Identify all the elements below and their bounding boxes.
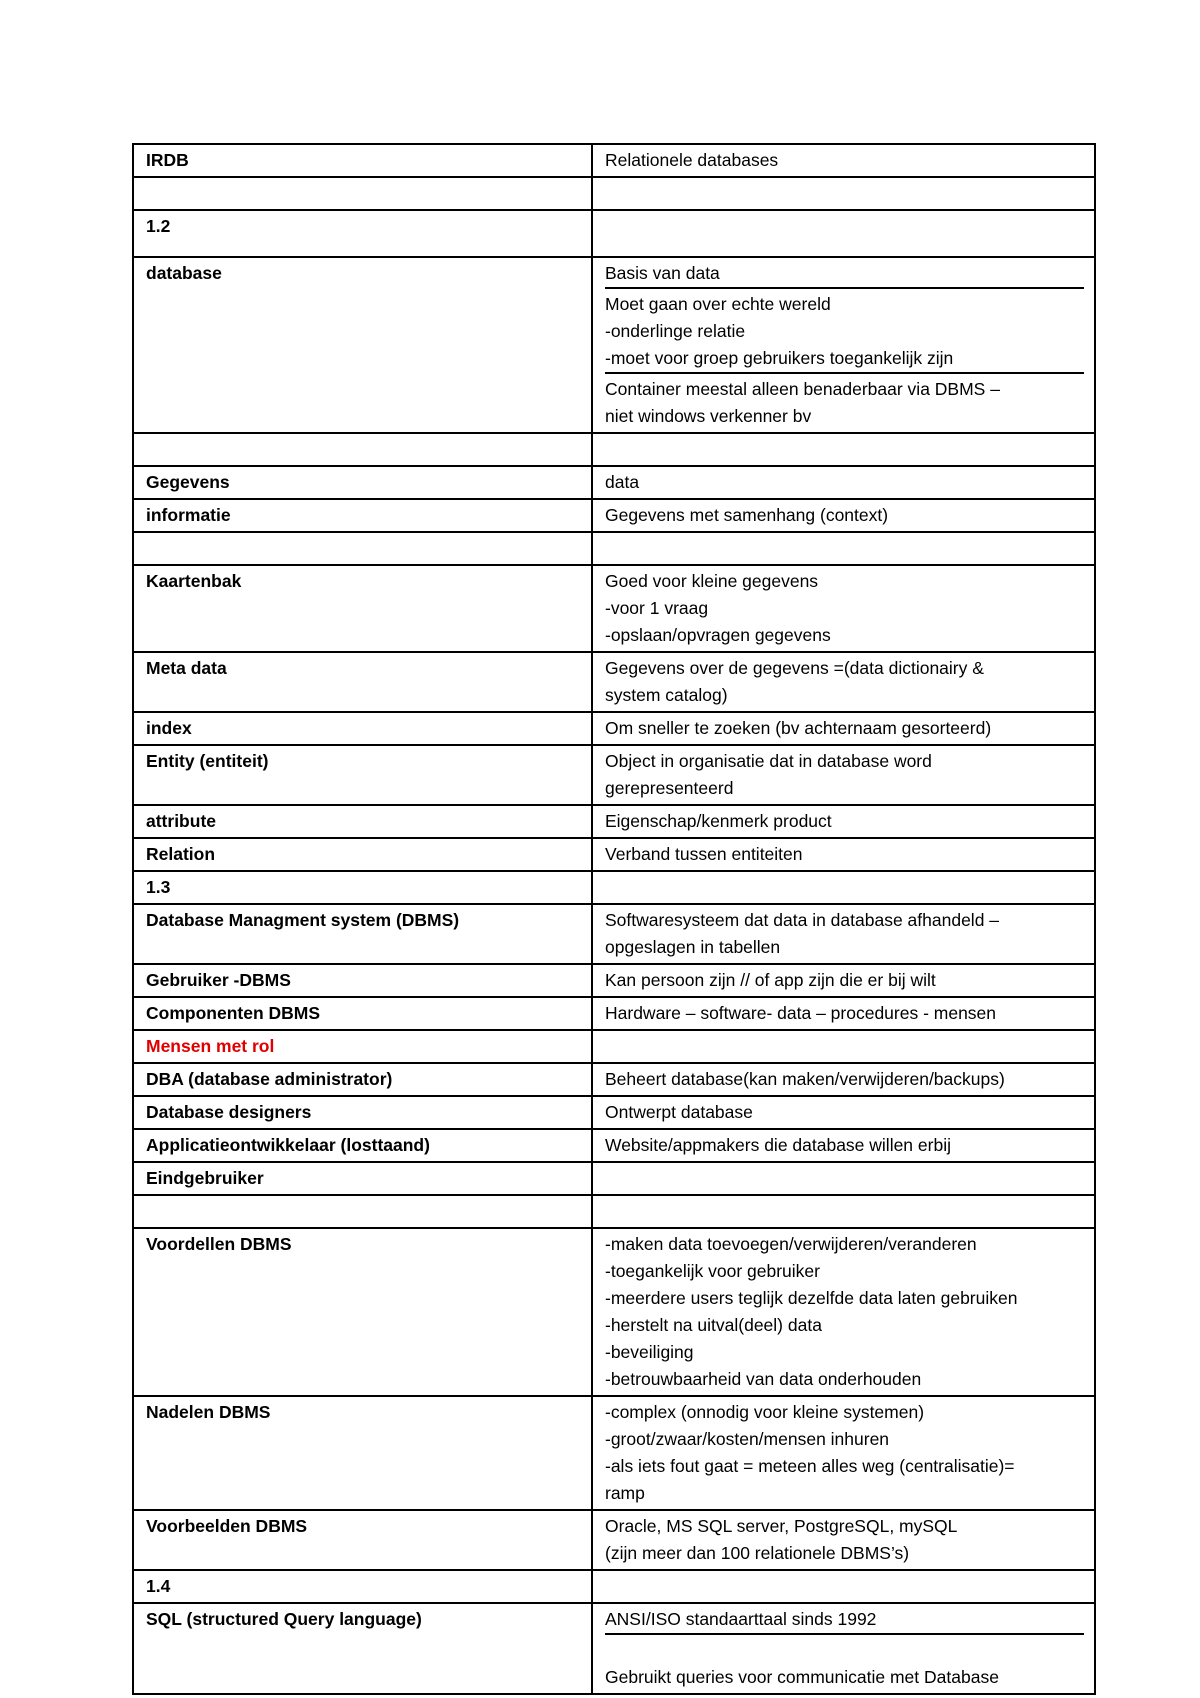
term-cell: Entity (entiteit)	[133, 745, 592, 805]
term-cell: DBA (database administrator)	[133, 1063, 592, 1096]
term-cell	[133, 1195, 592, 1228]
definition-line: -maken data toevoegen/verwijderen/veranderen	[605, 1234, 977, 1254]
definition-line: Container meestal alleen benaderbaar via DBMS –	[605, 379, 1000, 399]
definition-cell	[592, 805, 1095, 838]
term-cell: Mensen met rol	[133, 1030, 592, 1063]
definition-line: Gegevens over de gegevens =(data dictionairy &	[605, 658, 984, 678]
definition-line	[605, 436, 1084, 463]
term-cell: Applicatieontwikkelaar (losttaand)	[133, 1129, 592, 1162]
term-cell: 1.3	[133, 871, 592, 904]
term-cell	[133, 532, 592, 565]
definition-line: -moet voor groep gebruikers toegankelijk zijn	[605, 345, 1084, 374]
definition-line: -toegankelijk voor gebruiker	[605, 1261, 820, 1281]
term-cell: SQL (structured Query language)	[133, 1603, 592, 1694]
table-row	[133, 997, 1095, 1030]
table-row	[133, 1228, 1095, 1396]
table-row	[133, 499, 1095, 532]
definition-line: -voor 1 vraag	[605, 598, 709, 618]
definition-cell	[592, 652, 1095, 712]
notes-table-body	[133, 144, 1095, 1694]
definition-line: Website/appmakers die database willen erbij	[605, 1135, 951, 1155]
definition-line: ANSI/ISO standaarttaal sinds 1992	[605, 1606, 1084, 1635]
table-row	[133, 838, 1095, 871]
definition-line: -onderlinge relatie	[605, 321, 746, 341]
definition-cell	[592, 177, 1095, 210]
definition-cell	[592, 712, 1095, 745]
definition-line: niet windows verkenner bv	[605, 406, 812, 426]
table-row	[133, 652, 1095, 712]
definition-cell	[592, 1195, 1095, 1228]
definition-line: Ontwerpt database	[605, 1102, 753, 1122]
definition-line: Gebruikt queries voor communicatie met Database	[605, 1667, 999, 1687]
definition-line	[605, 1637, 1084, 1664]
definition-line: -complex (onnodig voor kleine systemen)	[605, 1402, 925, 1422]
table-row	[133, 745, 1095, 805]
definition-line	[605, 1198, 1084, 1225]
definition-line: data	[605, 472, 640, 492]
definition-line	[605, 535, 1084, 562]
definition-line: Softwaresysteem dat data in database afhandeld –	[605, 910, 1000, 930]
definition-line: Oracle, MS SQL server, PostgreSQL, mySQL	[605, 1516, 958, 1536]
definition-line: Hardware – software- data – procedures - mensen	[605, 1003, 997, 1023]
definition-cell	[592, 1228, 1095, 1396]
definition-line: Goed voor kleine gegevens	[605, 571, 819, 591]
definition-line: system catalog)	[605, 685, 728, 705]
definition-line: gerepresenteerd	[605, 778, 734, 798]
definition-cell	[592, 257, 1095, 433]
definition-line: Moet gaan over echte wereld	[605, 294, 831, 314]
definition-line: Kan persoon zijn // of app zijn die er bij wilt	[605, 970, 936, 990]
definition-line: Basis van data	[605, 260, 1084, 289]
definition-cell	[592, 210, 1095, 257]
definition-line: opgeslagen in tabellen	[605, 937, 781, 957]
definition-cell	[592, 1603, 1095, 1694]
term-cell: Eindgebruiker	[133, 1162, 592, 1195]
definition-line	[605, 874, 1084, 901]
table-row	[133, 257, 1095, 433]
table-row	[133, 1570, 1095, 1603]
definition-cell	[592, 1396, 1095, 1510]
term-cell: Database designers	[133, 1096, 592, 1129]
definition-line: ramp	[605, 1483, 645, 1503]
definition-cell	[592, 904, 1095, 964]
term-cell: 1.4	[133, 1570, 592, 1603]
table-row	[133, 532, 1095, 565]
table-row	[133, 466, 1095, 499]
definition-line: Relationele databases	[605, 150, 779, 170]
term-cell: IRDB	[133, 144, 592, 177]
definition-cell	[592, 499, 1095, 532]
definition-line: Beheert database(kan maken/verwijderen/backups)	[605, 1069, 1005, 1089]
definition-line: -meerdere users teglijk dezelfde data laten gebruiken	[605, 1288, 1018, 1308]
definition-line: -betrouwbaarheid van data onderhouden	[605, 1369, 922, 1389]
definition-line	[605, 213, 1084, 240]
definition-cell	[592, 1510, 1095, 1570]
definition-line: Eigenschap/kenmerk product	[605, 811, 832, 831]
term-cell: Voordellen DBMS	[133, 1228, 592, 1396]
term-cell: Gebruiker -DBMS	[133, 964, 592, 997]
table-row	[133, 565, 1095, 652]
definition-cell	[592, 1570, 1095, 1603]
notes-table	[132, 143, 1096, 1695]
table-row	[133, 1603, 1095, 1694]
definition-line	[605, 1573, 1084, 1600]
table-row	[133, 1396, 1095, 1510]
table-row	[133, 1129, 1095, 1162]
term-cell: Meta data	[133, 652, 592, 712]
definition-cell	[592, 997, 1095, 1030]
definition-line: Object in organisatie dat in database word	[605, 751, 932, 771]
definition-cell	[592, 1030, 1095, 1063]
table-row	[133, 1030, 1095, 1063]
table-row	[133, 871, 1095, 904]
definition-cell	[592, 433, 1095, 466]
term-cell: Voorbeelden DBMS	[133, 1510, 592, 1570]
definition-cell	[592, 1063, 1095, 1096]
definition-line: -herstelt na uitval(deel) data	[605, 1315, 822, 1335]
term-cell	[133, 177, 592, 210]
definition-cell	[592, 1162, 1095, 1195]
definition-cell	[592, 1096, 1095, 1129]
term-cell: 1.2	[133, 210, 592, 257]
definition-cell	[592, 1129, 1095, 1162]
definition-line: -beveiliging	[605, 1342, 694, 1362]
notes-document	[132, 143, 1094, 1695]
definition-cell	[592, 532, 1095, 565]
table-row	[133, 805, 1095, 838]
definition-cell	[592, 745, 1095, 805]
table-row	[133, 1162, 1095, 1195]
definition-cell	[592, 964, 1095, 997]
definition-line	[605, 1033, 1084, 1060]
definition-line: -groot/zwaar/kosten/mensen inhuren	[605, 1429, 890, 1449]
table-row	[133, 1063, 1095, 1096]
definition-cell	[592, 838, 1095, 871]
table-row	[133, 964, 1095, 997]
table-row	[133, 904, 1095, 964]
definition-line: -als iets fout gaat = meteen alles weg (centralisatie)=	[605, 1456, 1015, 1476]
definition-line: Gegevens met samenhang (context)	[605, 505, 889, 525]
definition-line	[605, 1165, 1084, 1192]
term-cell: Kaartenbak	[133, 565, 592, 652]
definition-line: Verband tussen entiteiten	[605, 844, 803, 864]
definition-line: -opslaan/opvragen gegevens	[605, 625, 831, 645]
table-row	[133, 210, 1095, 257]
term-cell: index	[133, 712, 592, 745]
term-cell: Nadelen DBMS	[133, 1396, 592, 1510]
table-row	[133, 1195, 1095, 1228]
term-cell: attribute	[133, 805, 592, 838]
table-row	[133, 1510, 1095, 1570]
term-cell: informatie	[133, 499, 592, 532]
definition-cell	[592, 565, 1095, 652]
term-cell	[133, 433, 592, 466]
term-cell: Componenten DBMS	[133, 997, 592, 1030]
term-cell: database	[133, 257, 592, 433]
table-row	[133, 1096, 1095, 1129]
term-cell: Database Managment system (DBMS)	[133, 904, 592, 964]
definition-line: Om sneller te zoeken (bv achternaam gesorteerd)	[605, 718, 992, 738]
definition-line	[605, 180, 1084, 207]
definition-line: (zijn meer dan 100 relationele DBMS’s)	[605, 1543, 910, 1563]
definition-cell	[592, 871, 1095, 904]
definition-cell	[592, 144, 1095, 177]
term-cell: Gegevens	[133, 466, 592, 499]
table-row	[133, 433, 1095, 466]
table-row	[133, 177, 1095, 210]
definition-cell	[592, 466, 1095, 499]
term-cell: Relation	[133, 838, 592, 871]
table-row	[133, 144, 1095, 177]
table-row	[133, 712, 1095, 745]
